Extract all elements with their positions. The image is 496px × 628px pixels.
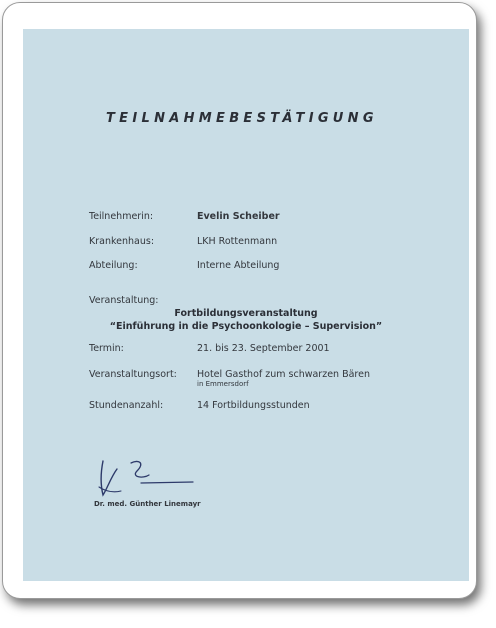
label-teilnehmerin: Teilnehmerin:	[89, 211, 154, 222]
value-stundenanzahl: 14 Fortbildungsstunden	[197, 400, 310, 411]
label-veranstaltung: Veranstaltung:	[89, 295, 159, 306]
value-veranstaltungsort-sub: in Emmersdorf	[197, 380, 249, 388]
label-stundenanzahl: Stundenanzahl:	[89, 400, 164, 411]
label-termin: Termin:	[89, 343, 124, 354]
event-title: “Einführung in die Psychoonkologie – Supervision”	[109, 321, 383, 332]
signer-name: Dr. med. Günther Linemayr	[94, 500, 201, 508]
event-type: Fortbildungsveranstaltung	[174, 308, 318, 319]
certificate-paper	[23, 29, 469, 581]
label-abteilung: Abteilung:	[89, 260, 138, 271]
document-title: TEILNAHMEBESTÄTIGUNG	[106, 111, 378, 126]
label-veranstaltungsort: Veranstaltungsort:	[89, 369, 177, 380]
value-krankenhaus: LKH Rottenmann	[197, 236, 278, 247]
value-veranstaltungsort: Hotel Gasthof zum schwarzen Bären	[197, 369, 370, 380]
value-teilnehmerin: Evelin Scheiber	[197, 211, 280, 222]
value-abteilung: Interne Abteilung	[197, 260, 280, 271]
value-termin: 21. bis 23. September 2001	[197, 343, 330, 354]
label-krankenhaus: Krankenhaus:	[89, 236, 155, 247]
photo-frame	[2, 2, 477, 599]
signature-image	[91, 457, 201, 499]
